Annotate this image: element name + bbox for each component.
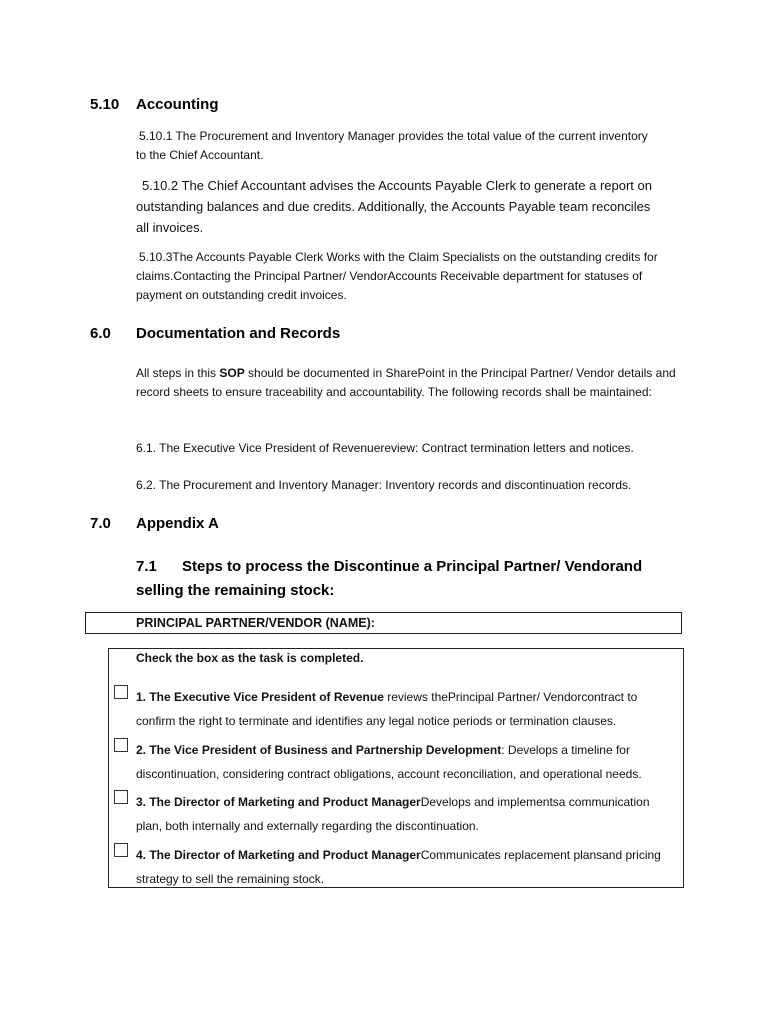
vendor-name-box [85, 612, 682, 634]
task-4-role: 4. The Director of Marketing and Product Manager [136, 848, 421, 862]
paragraph-5-10-1: 5.10.1 The Procurement and Inventory Manager provides the total value of the current inventory to the Chief Accountant. [136, 129, 648, 162]
task-1-checkbox[interactable] [114, 685, 128, 699]
task-item-1 [136, 685, 678, 733]
task-item-2 [136, 738, 678, 786]
section-heading-5-10 [90, 96, 219, 113]
record-item-1: 6.1. The Executive Vice President of Revenuereview: Contract termination letters and notices. [136, 441, 634, 455]
paragraph-6-0-intro [136, 364, 681, 402]
subsection-title: Steps to process the Discontinue a Principal Partner/ Vendorand selling the remaining stock: [136, 558, 643, 599]
intro-text-a: All steps in this [136, 366, 220, 380]
section-title: Appendix A [136, 515, 219, 532]
subsection-7-1 [136, 555, 676, 603]
checklist-instruction: Check the box as the task is completed. [136, 651, 364, 665]
task-1-role: 1. The Executive Vice President of Revenue [136, 690, 384, 704]
section-title: Documentation and Records [136, 325, 341, 342]
task-3-text: Develops and implementsa communication plan, both internally and externally regarding the discontinuation. [136, 795, 650, 833]
subsection-number: 7.1 [136, 558, 157, 575]
task-3-role: 3. The Director of Marketing and Product Manager [136, 795, 421, 809]
task-2-role: 2. The Vice President of Business and Partnership Development [136, 743, 502, 757]
task-2-text: : Develops a timeline for discontinuation, considering contract obligations, account reconciliation, and operational needs. [136, 743, 642, 781]
section-number: 5.10 [90, 96, 120, 113]
task-4-text: Communicates replacement plansand pricing strategy to sell the remaining stock. [136, 848, 661, 886]
record-item-2: 6.2. The Procurement and Inventory Manager: Inventory records and discontinuation records. [136, 478, 632, 492]
task-2-checkbox[interactable] [114, 738, 128, 752]
task-1-text: reviews thePrincipal Partner/ Vendorcontract to confirm the right to terminate and identifies any legal notice periods or termination clauses. [136, 690, 638, 728]
section-title: Accounting [136, 96, 219, 113]
task-item-3 [136, 790, 678, 838]
section-number: 7.0 [90, 515, 111, 532]
task-4-checkbox[interactable] [114, 843, 128, 857]
section-heading-6-0 [90, 325, 340, 342]
intro-text-b: should be documented in SharePoint in the Principal Partner/ Vendor details and record sheets to ensure traceability and accountability. The following records shall be maintained: [136, 366, 676, 399]
task-3-checkbox[interactable] [114, 790, 128, 804]
intro-text-bold: SOP [219, 366, 245, 380]
paragraph-5-10-2: 5.10.2 The Chief Accountant advises the Accounts Payable Clerk to generate a report on outstanding balances and due credits. Additionally, the Accounts Payable team reconciles all invoices. [136, 178, 652, 235]
section-heading-7-0 [90, 515, 219, 532]
task-item-4 [136, 843, 678, 891]
section-number: 6.0 [90, 325, 111, 342]
paragraph-5-10-3: 5.10.3The Accounts Payable Clerk Works with the Claim Specialists on the outstanding credits for claims.Contacting the Principal Partner/ VendorAccounts Receivable department for statuses of payment on outstanding credit invoices. [136, 250, 658, 302]
vendor-name-label: PRINCIPAL PARTNER/VENDOR (NAME): [136, 616, 375, 630]
